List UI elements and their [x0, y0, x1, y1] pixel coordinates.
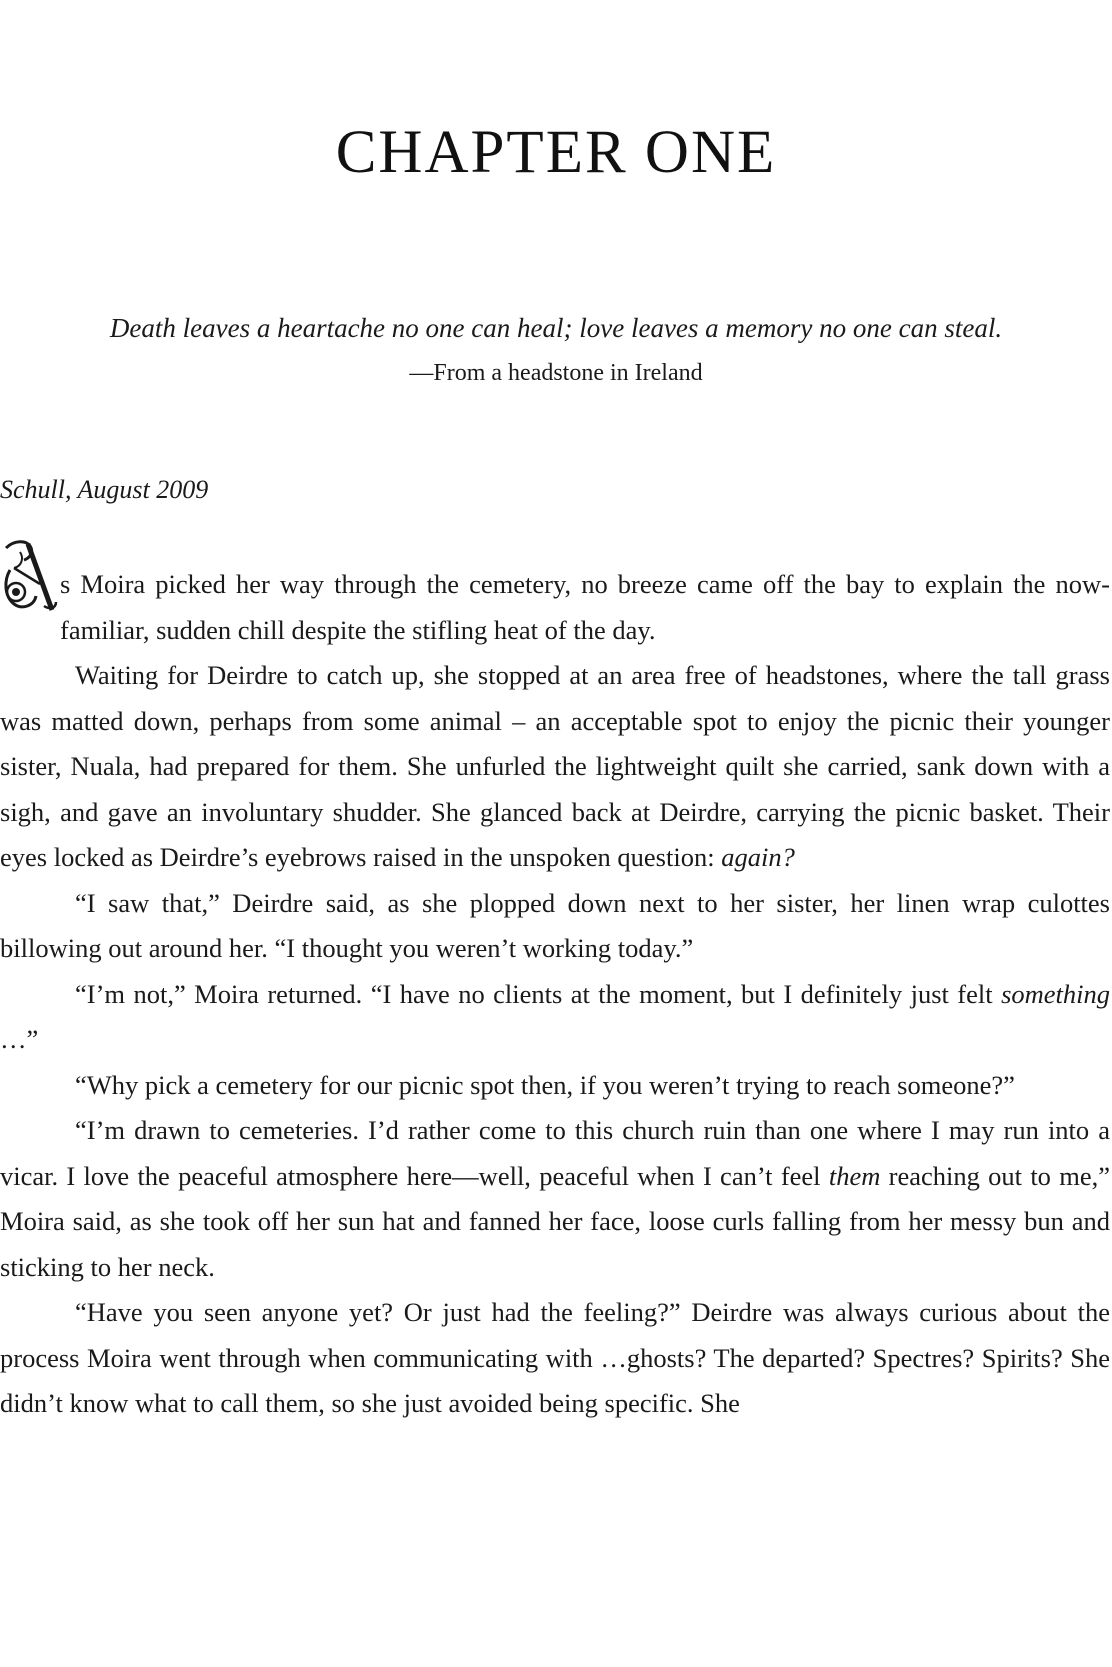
drop-cap-ornament	[0, 540, 58, 618]
body-paragraph	[0, 1290, 1110, 1427]
body-paragraph	[0, 1108, 1110, 1290]
dateline: Schull, August 2009	[0, 475, 209, 504]
paragraph-text: reaching out to me,” Moira said, as she took off her sun hat and fanned her face, loose curls falling from her messy bun and sticking to her neck.	[0, 1160, 1110, 1282]
body-paragraph	[0, 972, 1110, 1063]
italic-text: them	[828, 1160, 881, 1191]
italic-text: something	[1001, 978, 1110, 1009]
paragraph-text: “I’m not,” Moira returned. “I have no clients at the moment, but I definitely just felt	[75, 978, 1002, 1009]
epigraph-attribution: —From a headstone in Ireland	[409, 360, 703, 386]
body-paragraph	[0, 1063, 1110, 1109]
paragraph-text: “Have you seen anyone yet? Or just had the feeling?” Deirdre was always curious about the process Moira went through when communicating with …ghosts? The departed? Spectres? Spirits? She didn’t know what to call them, so she just avoided being specific. She	[0, 1297, 1110, 1418]
chapter-body	[0, 562, 1110, 1427]
body-paragraph	[0, 562, 1110, 653]
paragraph-text: “I saw that,” Deirdre said, as she plopped down next to her sister, her linen wrap culottes billowing out around her. “I thought you weren’t working today.”	[0, 887, 1110, 963]
italic-text: again?	[721, 842, 795, 872]
paragraph-text: …”	[0, 1024, 39, 1054]
epigraph-quote: Death leaves a heartache no one can heal; love leaves a memory no one can steal.	[109, 313, 1003, 343]
paragraph-text: s Moira picked her way through the cemetery, no breeze came off the bay to explain the now-familiar, sudden chill despite the stifling heat of the day.	[60, 569, 1110, 645]
epigraph	[0, 308, 1112, 388]
body-paragraph	[0, 881, 1110, 972]
chapter-title: CHAPTER ONE	[335, 119, 777, 186]
paragraph-text: “Why pick a cemetery for our picnic spot then, if you weren’t trying to reach someone?”	[75, 1069, 1015, 1100]
body-paragraph	[0, 653, 1110, 881]
paragraph-text: “I’m drawn to cemeteries. I’d rather come to this church ruin than one where I may run into a vicar. I love the peaceful atmosphere here—well, peaceful when I can’t feel	[0, 1115, 1110, 1191]
drop-cap	[0, 540, 58, 618]
paragraph-text: Waiting for Deirdre to catch up, she stopped at an area free of headstones, where the tall grass was matted down, perhaps from some animal – an acceptable spot to enjoy the picnic their younger sister, Nuala, had prepared for them. She unfurled the lightweight quilt she carried, sank down with a sigh, and gave an involuntary shudder. She glanced back at Deirdre, carrying the picnic basket. Their eyes locked as Deirdre’s eyebrows raised in the unspoken question:	[0, 660, 1110, 872]
